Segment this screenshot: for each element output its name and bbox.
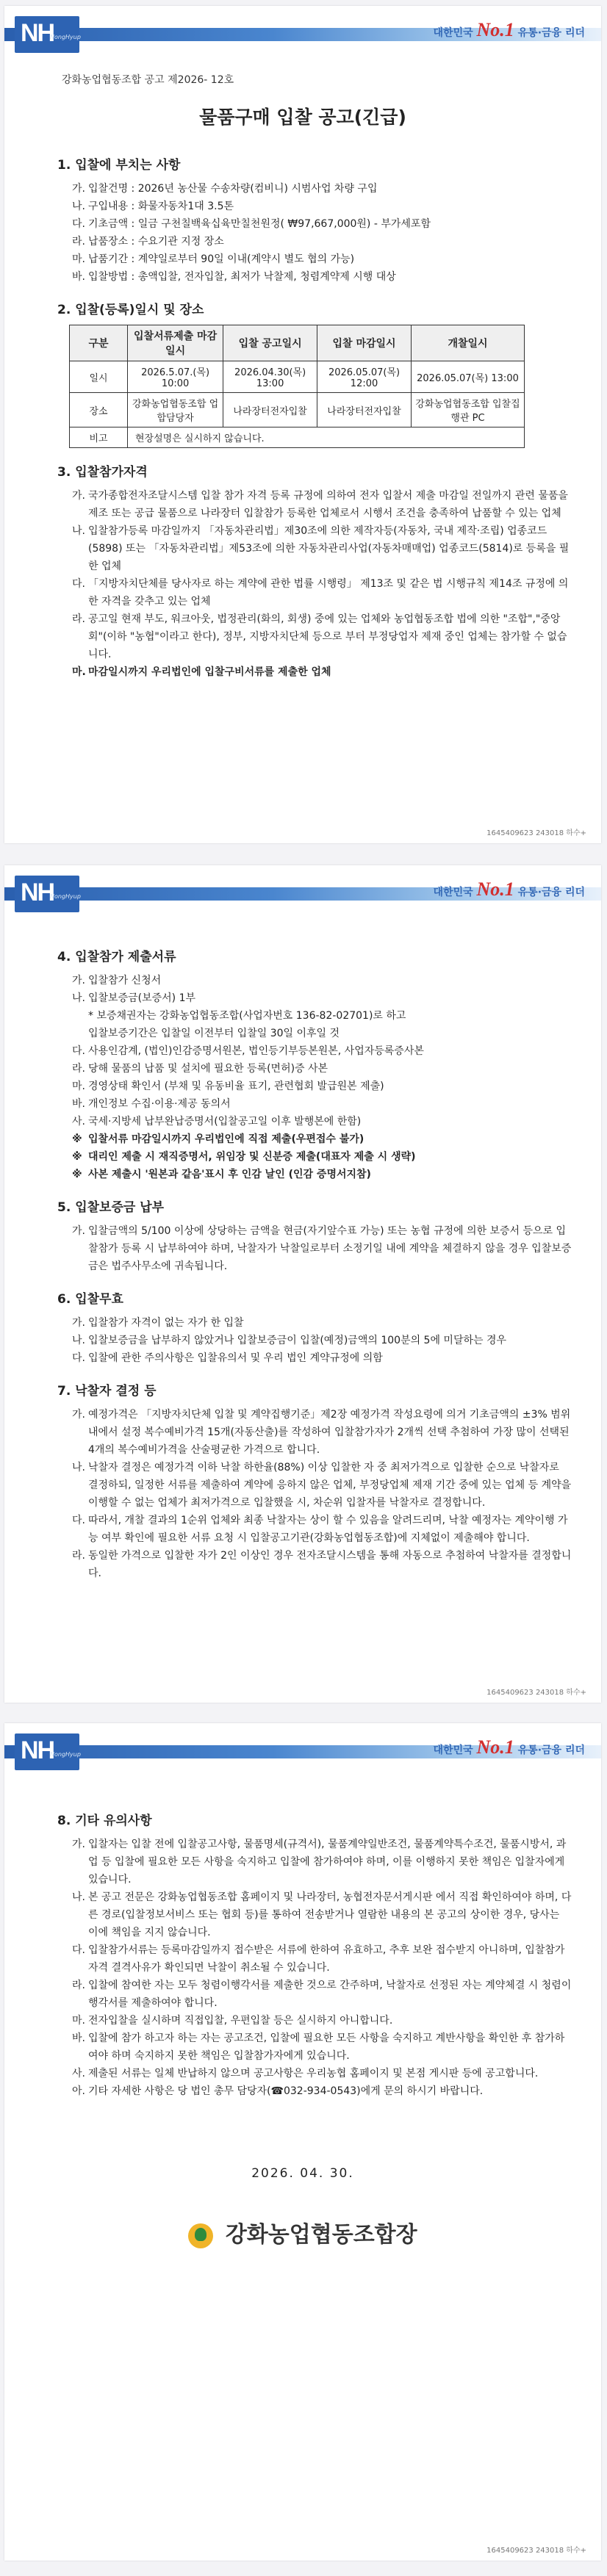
section-7-title: 7. 낙찰자 결정 등 — [57, 1384, 157, 1399]
schedule-header-row — [70, 325, 525, 361]
list-item — [72, 215, 572, 233]
nh-logo-subtext: NongHyup — [50, 1751, 81, 1758]
table-cell: 2026.05.07(목) 13:00 — [412, 361, 525, 393]
list-item-text: 입찰에 참가 하고자 하는 자는 공고조건, 입찰에 필요한 모든 사항을 숙지하고 계반사항을 확인한 후 참가하여야 하며 숙지하지 못한 책임은 입찰참가자에게 있습니다. — [88, 2032, 565, 2062]
list-item — [72, 1148, 572, 1166]
slogan — [434, 1736, 585, 1758]
list-item — [72, 2082, 572, 2100]
header-cell: 개찰일시 — [412, 325, 525, 361]
list-item — [72, 1095, 572, 1113]
list-item-marker: 나. — [72, 525, 85, 537]
section-8-title: 8. 기타 유의사항 — [57, 1814, 152, 1828]
list-item-marker: ※ — [72, 1169, 82, 1180]
list-item — [72, 233, 572, 250]
list-item — [72, 1836, 572, 1888]
list-item-text: 입찰참가등록 마감일까지 「자동차관리법」제30조에 의한 제작자등(자동차, 국내 제작·조립) 업종코드(5898) 또는 「자동차관리법」제53조에 의한 자동차관리사업(자동차매매업) 업종코드(5814)로 등록을 필한 업체 — [88, 525, 570, 572]
list-item — [72, 268, 572, 286]
header-cell: 입찰 공고일시 — [223, 325, 317, 361]
document-page-1 — [4, 6, 601, 843]
list-item-marker — [72, 1025, 88, 1042]
table-cell: 강화농업협동조합 업합담당자 — [128, 393, 223, 427]
list-item — [72, 1332, 572, 1349]
footer-code: 1645409623 243018 하수+ — [486, 829, 586, 837]
list-item-marker: 나. — [72, 992, 85, 1004]
list-item-text: 「지방자치단체를 당사자로 하는 계약에 관한 법률 시행령」 제13조 및 같은 법 시행규칙 제14조 규정에 의한 자격을 갖추고 있는 업체 — [88, 578, 569, 607]
list-item — [72, 972, 572, 989]
list-item-marker: 사. — [72, 1116, 85, 1128]
list-item — [72, 1349, 572, 1367]
slogan-post: 유통·금융 리더 — [517, 27, 585, 39]
list-item-marker: 다. — [72, 218, 85, 230]
letterhead — [4, 1723, 601, 1781]
list-item-marker: 가. — [72, 1317, 85, 1329]
list-item-marker: 가. — [72, 1409, 85, 1421]
list-item-marker: 다. — [72, 1352, 85, 1364]
schedule-note-row — [70, 427, 525, 448]
schedule-table — [69, 325, 525, 448]
section-4-title: 4. 입찰참가 제출서류 — [57, 950, 176, 964]
section-3-list — [34, 487, 572, 681]
list-item-marker: 다. — [72, 1515, 85, 1526]
list-item-text: 본 공고 전문은 강화농업협동조합 홈페이지 및 나라장터, 농협전자문서게시판 에서 직접 확인하여야 하며, 다른 경로(입찰정보서비스 또는 협회 등)를 통하여 전송받거나 열람한 내용의 본 공고의 상이한 경우, 당사는 이에 책임을 지지 않습니다. — [88, 1891, 572, 1938]
nh-logo-text: NH — [21, 878, 54, 906]
section-1-title: 1. 입찰에 부치는 사항 — [57, 158, 181, 173]
list-item-marker: 라. — [72, 613, 85, 625]
signature-block — [34, 2216, 572, 2248]
row-label: 일시 — [70, 361, 128, 393]
list-item-text: 입찰자는 입찰 전에 입찰공고사항, 물품명세(규격서), 물품계약일반조건, 물품계약특수조건, 물품시방서, 과업 등 입찰에 필요한 모든 사항을 숙지하고 입찰에 참가하여야 하며, 이를 이행하지 못한 책임은 입찰자에게 있습니다. — [88, 1839, 567, 1886]
list-item-marker: 바. — [72, 1098, 85, 1110]
schedule-place-row — [70, 393, 525, 427]
nh-logo-subtext: NongHyup — [50, 34, 81, 40]
slogan-post: 유통·금융 리더 — [517, 1745, 585, 1756]
list-item-text: 대리인 제출 시 재직증명서, 위임장 및 신분증 제출(대표자 제출 시 생략) — [88, 1151, 416, 1163]
list-item-marker: 나. — [72, 1891, 85, 1903]
list-item-marker: 라. — [72, 1063, 85, 1075]
list-item-text: 마감일시까지 우리법인에 입찰구비서류를 제출한 업체 — [88, 666, 331, 678]
table-cell: 강화농업협동조합 입찰집행관 PC — [412, 393, 525, 427]
table-cell: 나라장터전자입찰 — [223, 393, 317, 427]
list-item — [72, 1113, 572, 1130]
list-item-marker: ※ — [72, 1151, 82, 1163]
list-item — [72, 1166, 572, 1183]
list-item — [72, 487, 572, 522]
list-item-text: 국가종합전자조달시스템 입찰 참가 자격 등록 규정에 의하여 전자 입찰서 제출 마감일 전일까지 관련 물품을 제조 또는 공급 물품으로 나라장터 입찰참가 등록한 업체로서 시행서 조건을 충족하여 납품할 수 있는 업체 — [88, 490, 568, 519]
list-item-marker: 가. — [72, 1839, 85, 1850]
list-item — [72, 1406, 572, 1459]
list-item-text: 입찰참가 자격이 없는 자가 한 입찰 — [88, 1317, 244, 1329]
list-item-text: 입찰금액의 5/100 이상에 상당하는 금액을 현금(자기앞수표 가능) 또는 농협 규정에 의한 보증서 등으로 입찰참가 등록 시 납부하여야 하며, 낙찰자가 낙찰일로부터 소정기일 내에 계약을 체결하지 않을 경우 입찰보증금은 법주사무소에 귀속됩니다. — [88, 1225, 572, 1272]
table-cell: 현장설명은 실시하지 않습니다. — [128, 427, 525, 448]
document-title: 물품구매 입찰 공고(긴급) — [199, 107, 406, 128]
table-cell: 2026.5.07.(목) 10:00 — [128, 361, 223, 393]
list-item — [72, 1130, 572, 1148]
list-item — [72, 180, 572, 198]
list-item-text: 입찰에 참여한 자는 모두 청렴이행각서를 제출한 것으로 간주하며, 낙찰자로 선정된 자는 계약체결 시 청렴이행각서를 제출하여야 합니다. — [88, 1980, 572, 2009]
list-item-text: 납품장소 : 수요기관 지정 장소 — [88, 236, 224, 248]
notice-number: 강화농업협동조합 공고 제2026- 12호 — [62, 74, 234, 86]
slogan-post: 유통·금융 리더 — [517, 887, 585, 898]
list-item — [72, 1977, 572, 2012]
slogan-pre: 대한민국 — [433, 887, 473, 898]
list-item — [72, 1888, 572, 1941]
list-item-marker: 나. — [72, 1462, 85, 1473]
list-item — [72, 1025, 572, 1042]
list-item-text: 동일한 가격으로 입찰한 자가 2인 이상인 경우 전자조달시스템을 통해 자동으로 추첨하여 낙찰자를 결정합니다. — [88, 1550, 572, 1579]
list-item — [72, 1042, 572, 1060]
list-item-text: 기타 자세한 사항은 당 법인 총무 담당자(☎032-934-0543)에게 문의 하시기 바랍니다. — [88, 2085, 484, 2097]
section-1-list — [34, 180, 572, 286]
list-item — [72, 1314, 572, 1332]
list-item-text: 공고일 현재 부도, 워크아웃, 법정관리(화의, 회생) 중에 있는 업체와 농업협동조합 법에 의한 "조합","중앙회"(이하 "농협"이라고 한다), 정부, 지방자치단체 등으로 부터 부정당업자 제재 중인 업체는 참가할 수 없습니다. — [88, 613, 567, 660]
slogan-no1: No.1 — [476, 19, 514, 40]
section-5-title: 5. 입찰보증금 납부 — [57, 1200, 165, 1215]
header-cell: 입찰 마감일시 — [317, 325, 412, 361]
list-item — [72, 1060, 572, 1078]
list-item-text: 입찰보증금을 납부하지 않았거나 입찰보증금이 입찰(예정)금액의 100분의 5에 미달하는 경우 — [88, 1335, 507, 1346]
list-item — [72, 2065, 572, 2082]
table-cell: 나라장터전자입찰 — [317, 393, 412, 427]
list-item-marker: 마. — [72, 1080, 85, 1092]
list-item-text: 입찰참가서류는 등록마감일까지 접수받은 서류에 한하여 유효하고, 추후 보완 접수받지 아니하며, 입찰참가자격 결격사유가 확인되면 낙찰이 취소될 수 있습니다. — [88, 1944, 565, 1974]
list-item — [72, 1547, 572, 1582]
list-item-marker: 아. — [72, 2085, 85, 2097]
signature-name: 강화농업협동조합장 — [225, 2222, 417, 2248]
list-item-text: 국세·지방세 납부완납증명서(입찰공고일 이후 발행본에 한함) — [88, 1116, 362, 1128]
row-label: 비고 — [70, 427, 128, 448]
list-item — [72, 2012, 572, 2030]
schedule-datetime-row — [70, 361, 525, 393]
list-item-marker: 나. — [72, 1335, 85, 1346]
list-item — [72, 1459, 572, 1512]
list-item-text: 사본 제출시 '원본과 같음'표시 후 인감 날인 (인감 증명서지참) — [88, 1169, 371, 1180]
list-item — [72, 1941, 572, 1977]
list-item-marker: 라. — [72, 1980, 85, 1991]
list-item-text: 입찰보증금(보증서) 1부 — [88, 992, 195, 1004]
list-item-text: 낙찰자 결정은 예정가격 이하 낙찰 하한율(88%) 이상 입찰한 자 중 최저가격으로 입찰한 순으로 낙찰자로 결정하되, 일정한 서류를 제출하여 계약에 응하지 않은 업체, 부정당업체 제재 기간 중에 있는 업체 등 계약을 이행할 수 없는 업체가 최저가격으로 입찰했을 시, 차순위 입찰자를 낙찰자로 결정합니다. — [88, 1462, 572, 1509]
section-6-title: 6. 입찰무효 — [57, 1292, 123, 1307]
list-item-text: 기초금액 : 일금 구천칠백육십육만칠천원정( ₩97,667,000원) - 부가세포함 — [88, 218, 431, 230]
list-item-text: 사용인감계, (법인)인감증명서원본, 법인등기부등본원본, 사업자등록증사본 — [88, 1045, 424, 1057]
footer-code: 1645409623 243018 하수+ — [486, 1689, 586, 1697]
list-item — [72, 522, 572, 575]
list-item — [72, 1512, 572, 1547]
list-item — [72, 610, 572, 663]
list-item-marker: 가. — [72, 490, 85, 502]
list-item-marker: 가. — [72, 975, 85, 986]
list-item — [72, 663, 572, 681]
list-item-marker: 마. — [72, 2015, 85, 2027]
list-item-text: 납품기간 : 계약일로부터 90일 이내(계약시 별도 협의 가능) — [88, 253, 355, 265]
slogan-pre: 대한민국 — [433, 27, 473, 39]
list-item-marker: 다. — [72, 1944, 85, 1956]
slogan-pre: 대한민국 — [433, 1745, 473, 1756]
list-item-marker — [72, 1007, 88, 1025]
slogan-no1: No.1 — [476, 1736, 514, 1758]
letterhead — [4, 6, 601, 63]
nh-emblem-icon — [188, 2223, 213, 2248]
list-item-marker: 바. — [72, 2032, 85, 2044]
list-item-marker: 마. — [72, 666, 86, 678]
list-item — [72, 1078, 572, 1095]
header-cell: 구분 — [70, 325, 128, 361]
list-item-text: * 보증채권자는 강화농업협동조합(사업자번호 136-82-02701)로 하고 — [88, 1010, 406, 1022]
list-item-text: 개인정보 수집·이용·제공 동의서 — [88, 1098, 231, 1110]
section-4-list — [34, 972, 572, 1183]
nh-logo-text: NH — [21, 19, 54, 47]
list-item-marker: 가. — [72, 1225, 85, 1237]
list-item-text: 따라서, 개찰 결과의 1순위 업체와 최종 낙찰자는 상이 할 수 있음을 알려드리며, 낙찰 예정자는 계약이행 가능 여부 확인에 필요한 서류 요청 시 입찰공고기관(강화농업협동조합)에 지체없이 제출해야 합니다. — [88, 1515, 568, 1544]
list-item-text: 당해 물품의 납품 및 설치에 필요한 등록(면허)증 사본 — [88, 1063, 328, 1075]
letterhead — [4, 865, 601, 923]
list-item — [72, 250, 572, 268]
list-item-marker: 바. — [72, 271, 85, 283]
list-item-text: 제출된 서류는 일체 반납하지 않으며 공고사항은 우리농협 홈페이지 및 본점 게시판 등에 공고합니다. — [88, 2068, 539, 2079]
list-item-marker: ※ — [72, 1133, 82, 1145]
list-item-text: 구입내용 : 화물자동차1대 3.5톤 — [88, 201, 234, 212]
slogan — [434, 19, 585, 41]
list-item-marker: 다. — [72, 1045, 85, 1057]
list-item — [72, 1222, 572, 1275]
section-6-list — [34, 1314, 572, 1367]
list-item-marker: 다. — [72, 578, 85, 590]
list-item-text: 입찰참가 신청서 — [88, 975, 162, 986]
list-item-text: 입찰에 관한 주의사항은 입찰유의서 및 우리 법인 계약규정에 의함 — [88, 1352, 383, 1364]
slogan — [434, 878, 585, 901]
table-cell: 2026.04.30(목) 13:00 — [223, 361, 317, 393]
document-page-2 — [4, 865, 601, 1703]
list-item-marker: 가. — [72, 183, 85, 195]
document-date: 2026. 04. 30. — [251, 2166, 354, 2181]
list-item — [72, 575, 572, 610]
section-7-list — [34, 1406, 572, 1582]
list-item-text: 전자입찰을 실시하며 직접입찰, 우편입찰 등은 실시하지 아니합니다. — [88, 2015, 393, 2027]
footer-code: 1645409623 243018 하수+ — [486, 2547, 586, 2555]
list-item — [72, 1007, 572, 1025]
list-item-text: 입찰보증기간은 입찰일 이전부터 입찰일 30일 이후일 것 — [88, 1028, 340, 1039]
section-2-title: 2. 입찰(등록)일시 및 장소 — [57, 303, 204, 317]
list-item-text: 경영상태 확인서 (부채 및 유동비율 표기, 관련협회 발급원본 제출) — [88, 1080, 384, 1092]
nh-logo-subtext: NongHyup — [50, 893, 81, 900]
list-item — [72, 989, 572, 1007]
list-item — [72, 2030, 572, 2065]
header-cell: 입찰서류제출 마감일시 — [128, 325, 223, 361]
section-8-list — [34, 1836, 572, 2100]
row-label: 장소 — [70, 393, 128, 427]
table-cell: 2026.05.07(목) 12:00 — [317, 361, 412, 393]
list-item — [72, 198, 572, 215]
document-page-3 — [4, 1723, 601, 2561]
slogan-no1: No.1 — [476, 878, 514, 900]
list-item-text: 입찰건명 : 2026년 농산물 수송차량(컴비니) 시범사업 차량 구입 — [88, 183, 378, 195]
section-5-list — [34, 1222, 572, 1275]
list-item-marker: 사. — [72, 2068, 85, 2079]
list-item-marker: 마. — [72, 253, 85, 265]
nh-logo-text: NH — [21, 1736, 54, 1764]
list-item-text: 예정가격은 「지방자치단체 입찰 및 계약집행기준」제2장 예정가격 작성요령에 의거 기초금액의 ±3% 범위 내에서 설정 복수예비가격 15개(자동산출)를 작성하여 입찰참가자가 2개씩 선택 추첨하여 가장 많이 선택된 4개의 복수예비가격을 산술평균한 가격으로 합니다. — [88, 1409, 571, 1456]
list-item-marker: 라. — [72, 236, 85, 248]
list-item-text: 입찰방법 : 총액입찰, 전자입찰, 최저가 낙찰제, 청렴계약제 시행 대상 — [88, 271, 396, 283]
list-item-marker: 나. — [72, 201, 85, 212]
section-3-title: 3. 입찰참가자격 — [57, 465, 148, 480]
list-item-text: 입찰서류 마감일시까지 우리법인에 직접 제출(우편접수 불가) — [88, 1133, 364, 1145]
list-item-marker: 라. — [72, 1550, 85, 1562]
